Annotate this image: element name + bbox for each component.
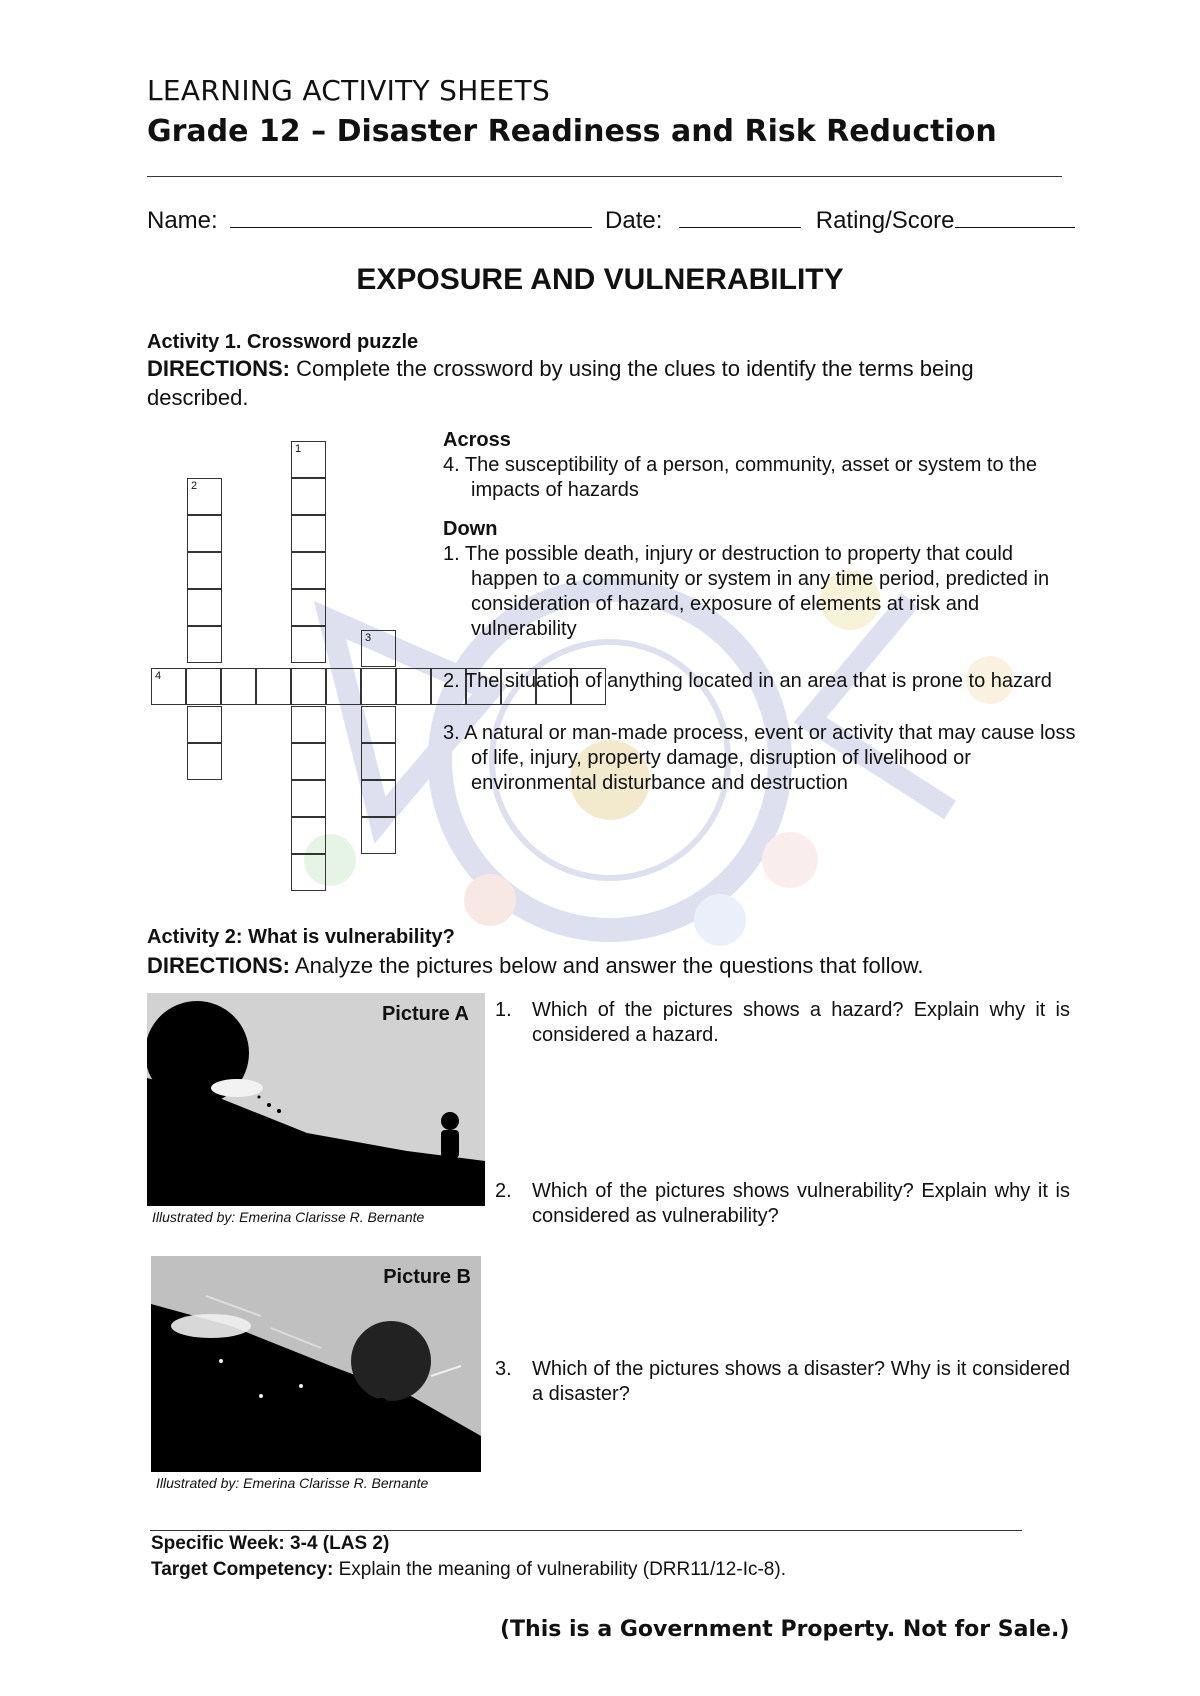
activity2-heading: Activity 2: What is vulnerability? [147, 926, 455, 948]
down-clue: 2. The situation of anything located in an area that is prone to hazard [443, 670, 1052, 692]
crossword-cell[interactable] [291, 626, 326, 663]
crossword-cell[interactable] [291, 589, 326, 626]
crossword-cell[interactable] [291, 441, 326, 478]
activity1-directions [147, 354, 1067, 412]
crossword-cell[interactable] [291, 515, 326, 552]
crossword-clues [443, 428, 1083, 796]
crossword-cell[interactable] [361, 630, 396, 667]
question-item [495, 1179, 1070, 1229]
header-title: LEARNING ACTIVITY SHEETS [147, 74, 551, 107]
crossword-cell[interactable] [187, 589, 222, 626]
picture-a-label: Picture A [381, 1003, 469, 1025]
picture-a [147, 993, 485, 1206]
across-heading: Across [443, 429, 511, 451]
picture-b [151, 1256, 481, 1472]
picture-b-credit: Illustrated by: Emerina Clarisse R. Bernante [156, 1475, 429, 1491]
header-subtitle: Grade 12 – Disaster Readiness and Risk Reduction [147, 114, 997, 149]
clue-number: 2 [191, 480, 198, 492]
crossword-cell[interactable] [361, 706, 396, 743]
crossword-cell[interactable] [187, 743, 222, 780]
question-item [495, 1357, 1070, 1407]
competency-label: Target Competency: [151, 1559, 334, 1580]
crossword-cell[interactable] [187, 706, 222, 743]
question-number: 3. [495, 1358, 512, 1380]
directions-text: Complete the crossword by using the clues to identify the terms being described. [147, 356, 974, 410]
crossword-cell[interactable] [291, 743, 326, 780]
crossword-cell[interactable] [291, 780, 326, 817]
footer-divider [150, 1530, 1022, 1531]
directions-text: Analyze the pictures below and answer the questions that follow. [290, 953, 924, 978]
crossword-cell[interactable] [291, 478, 326, 515]
question-number: 2. [495, 1180, 512, 1202]
crossword-cell[interactable] [221, 668, 256, 705]
clue-number: 1 [295, 443, 302, 455]
directions-label: DIRECTIONS: [147, 356, 290, 381]
question-number: 1. [495, 999, 512, 1021]
crossword-cell[interactable] [256, 668, 291, 705]
crossword-cell[interactable] [187, 515, 222, 552]
name-label: Name: [147, 207, 218, 234]
crossword-cell[interactable] [361, 780, 396, 817]
across-clue: 4. The susceptibility of a person, community, asset or system to the impacts of hazards [443, 454, 1037, 501]
clue-number: 4 [155, 670, 162, 682]
score-label: Rating/Score [815, 207, 955, 234]
target-competency [151, 1559, 786, 1581]
document-title: EXPOSURE AND VULNERABILITY [356, 263, 844, 296]
crossword-cell[interactable] [291, 854, 326, 891]
question-text: Which of the pictures shows vulnerability? Explain why it is considered as vulnerability? [532, 1180, 1070, 1227]
date-label: Date: [605, 207, 663, 234]
down-clue: 3. A natural or man-made process, event or activity that may cause loss of life, injury, property damage, disruption of livelihood or environmental disturbance and destruction [443, 722, 1076, 794]
date-field[interactable] [679, 206, 801, 228]
question-text: Which of the pictures shows a hazard? Explain why it is considered a hazard. [532, 999, 1070, 1046]
crossword-cell[interactable] [187, 626, 222, 663]
crossword-cell[interactable] [291, 552, 326, 589]
crossword-cell[interactable] [291, 706, 326, 743]
clue-number: 3 [365, 632, 372, 644]
picture-a-credit: Illustrated by: Emerina Clarisse R. Bernante [152, 1209, 425, 1225]
week-label: Specific Week: [151, 1533, 285, 1554]
name-field[interactable] [230, 206, 592, 228]
property-notice: (This is a Government Property. Not for Sale.) [500, 1617, 1070, 1642]
crossword-cell[interactable] [326, 668, 361, 705]
crossword-cell[interactable] [187, 478, 222, 515]
crossword-cell[interactable] [291, 668, 326, 705]
question-item [495, 998, 1070, 1048]
down-clue: 1. The possible death, injury or destruction to property that could happen to a community or system in any time period, predicted in consideration of hazard, exposure of elements at risk and vulnerability [443, 543, 1050, 640]
crossword-cell[interactable] [186, 668, 221, 705]
specific-week [151, 1533, 389, 1555]
crossword-cell[interactable] [187, 552, 222, 589]
score-field[interactable] [955, 206, 1075, 228]
crossword-cell[interactable] [396, 668, 431, 705]
picture-b-label: Picture B [383, 1266, 471, 1288]
competency-value: Explain the meaning of vulnerability (DRR11/12-Ic-8). [333, 1559, 786, 1580]
crossword-cell[interactable] [361, 668, 396, 705]
down-heading: Down [443, 518, 498, 540]
week-value: 3-4 (LAS 2) [284, 1533, 390, 1554]
header-divider [147, 176, 1062, 177]
activity2-directions [147, 951, 1107, 980]
student-info-line [147, 206, 1075, 235]
crossword-cell[interactable] [361, 743, 396, 780]
directions-label: DIRECTIONS: [147, 953, 290, 978]
crossword-cell[interactable] [151, 668, 186, 705]
crossword-cell[interactable] [291, 817, 326, 854]
activity1-heading: Activity 1. Crossword puzzle [147, 331, 419, 353]
question-text: Which of the pictures shows a disaster? Why is it considered a disaster? [532, 1358, 1070, 1405]
crossword-cell[interactable] [361, 817, 396, 854]
